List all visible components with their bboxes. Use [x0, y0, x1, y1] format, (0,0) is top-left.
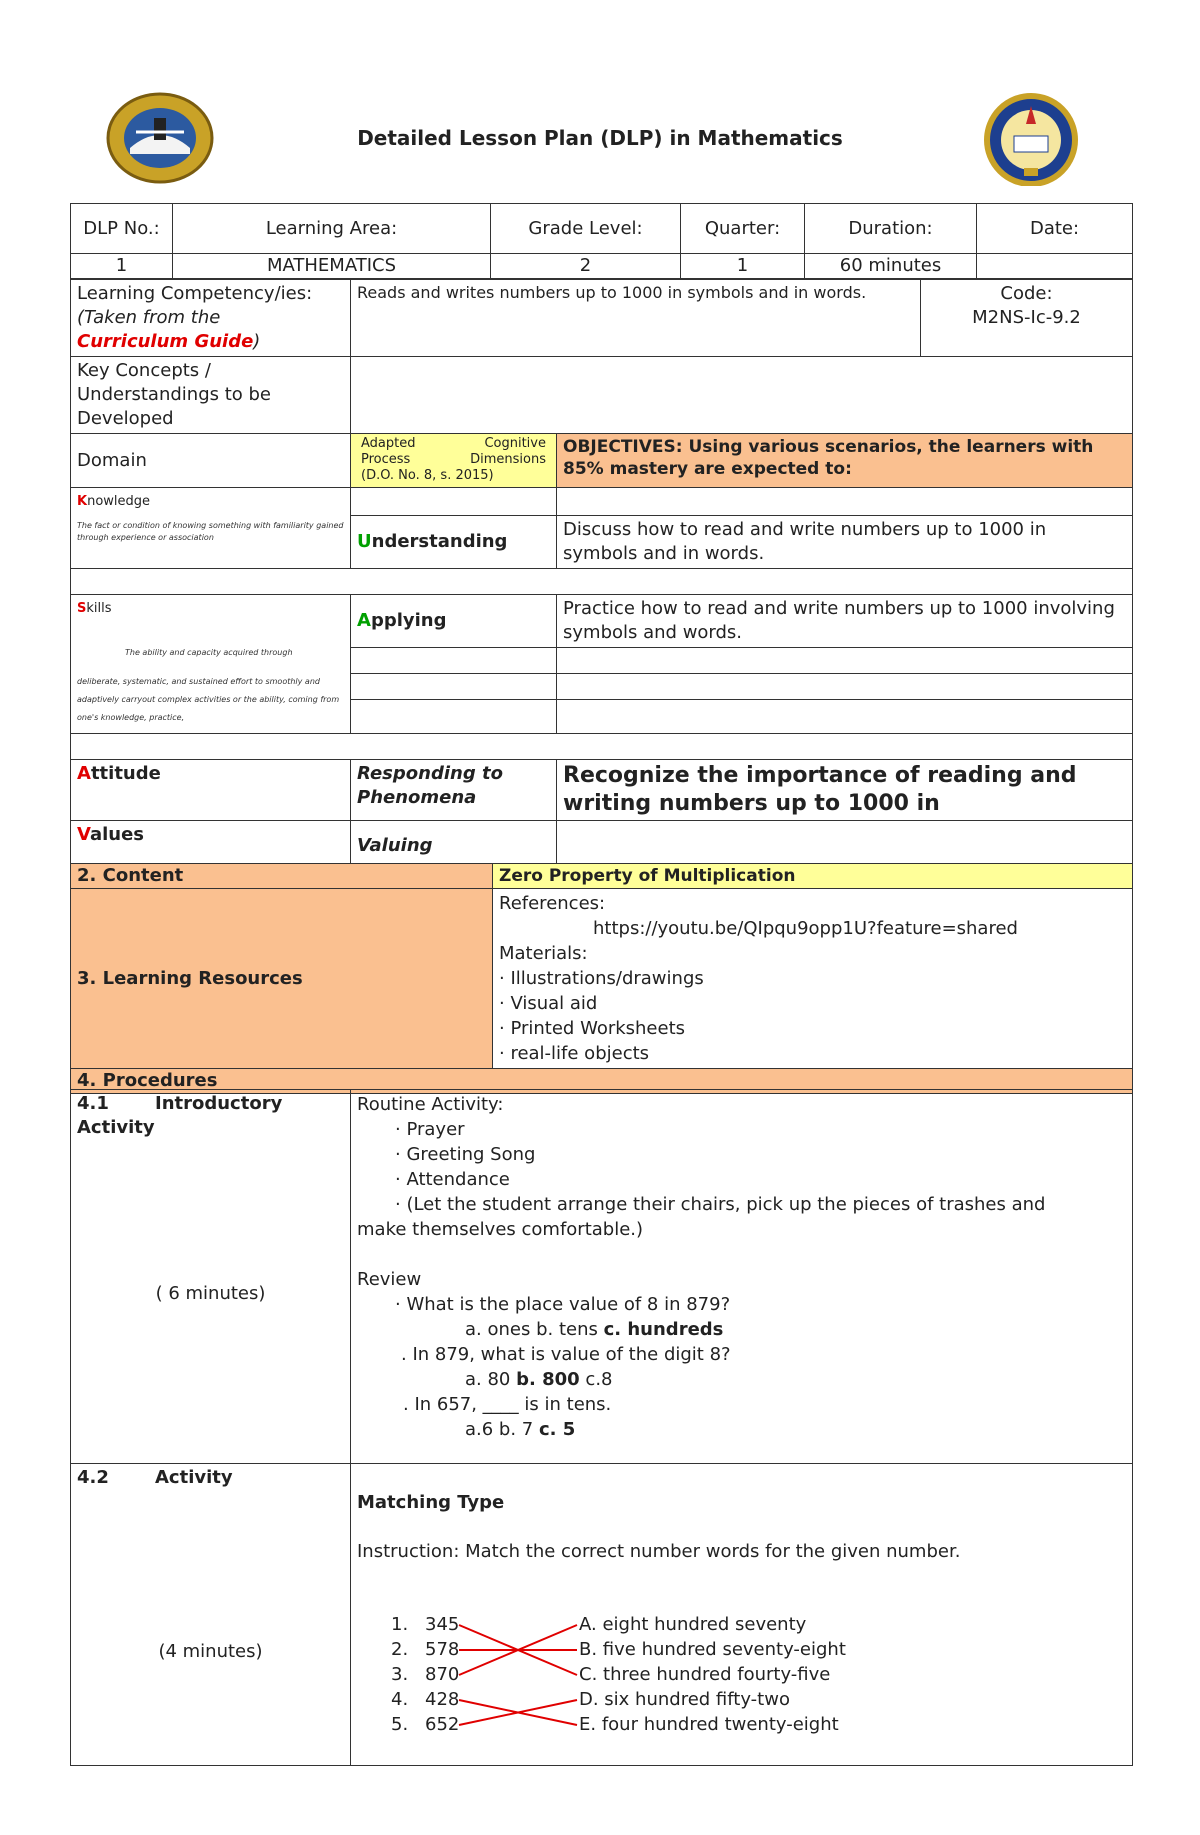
review-question-3: . In 657, ____ is in tens.	[403, 1394, 612, 1415]
intro-activity-cell	[71, 1090, 351, 1464]
matching-list	[357, 1612, 1126, 1742]
matching-row	[357, 1662, 1057, 1687]
intro-number: 4.1	[77, 1093, 109, 1114]
spacer-row	[71, 734, 1133, 760]
matching-row	[357, 1687, 1057, 1712]
close-paren: )	[253, 331, 261, 352]
valuing-label: Valuing	[351, 821, 557, 871]
procedures-label: 4. Procedures	[71, 1069, 1133, 1094]
responding-label: Responding to Phenomena	[351, 760, 557, 821]
dlp-no-label: DLP No.:	[71, 204, 173, 254]
review-question-1: · What is the place value of 8 in 879?	[395, 1294, 731, 1315]
taken-from-text: (Taken from the	[77, 307, 221, 328]
date-label: Date:	[977, 204, 1133, 254]
empty-cell	[351, 488, 557, 516]
domain-label: Domain	[71, 434, 351, 488]
cognitive-dimension-header	[351, 434, 557, 488]
matching-row	[357, 1637, 1057, 1662]
review-q2-option-a: a. 80	[465, 1369, 511, 1390]
activity-cell	[71, 1464, 351, 1766]
routine-label: Routine Activity:	[357, 1094, 504, 1115]
key-concepts-value	[351, 357, 1133, 434]
applying-initial: A	[357, 610, 371, 631]
review-q3-options: a.6 b. 7	[465, 1419, 534, 1440]
matching-item-number: 2.	[391, 1639, 409, 1660]
quarter-label: Quarter:	[681, 204, 805, 254]
process-word: Process	[361, 452, 411, 467]
knowledge-label: nowledge	[87, 494, 151, 509]
procedures-table	[70, 1089, 1133, 1766]
spacer-row	[71, 569, 1133, 595]
competency-text: Reads and writes numbers up to 1000 in symbols and in words.	[351, 280, 921, 357]
matching-item-number: 3.	[391, 1664, 409, 1685]
matching-item-value: 652	[425, 1714, 460, 1735]
key-concepts-label: Key Concepts / Understandings to be Developed	[71, 357, 351, 434]
review-q1-options: a. ones b. tens	[465, 1319, 598, 1340]
grade-level-label: Grade Level:	[491, 204, 681, 254]
matching-item-value: 578	[425, 1639, 460, 1660]
curriculum-guide-link: Curriculum Guide	[77, 331, 254, 352]
values-initial: V	[77, 824, 90, 845]
attitude-label: ttitude	[90, 763, 161, 784]
understanding-initial: U	[357, 531, 372, 552]
duration-label: Duration:	[805, 204, 977, 254]
values-label: alues	[89, 824, 145, 845]
matching-answer: E. four hundred twenty-eight	[579, 1714, 839, 1735]
knowledge-desc: The fact or condition of knowing something with familiarity gained through experience or association	[77, 521, 344, 542]
material-item: · Visual aid	[499, 993, 598, 1014]
matching-item-value: 345	[425, 1614, 460, 1635]
skills-cell	[71, 595, 351, 734]
matching-cell	[351, 1464, 1133, 1766]
attitude-objective: Recognize the importance of reading and writing numbers up to 1000 in	[557, 760, 1133, 821]
matching-item-number: 1.	[391, 1614, 409, 1635]
understanding-label: nderstanding	[371, 531, 508, 552]
empty-cell	[557, 488, 1133, 516]
matching-type-label: Matching Type	[357, 1492, 505, 1513]
skills-desc-1: The ability and capacity acquired through	[125, 648, 293, 657]
matching-item-value: 428	[425, 1689, 460, 1710]
activity-duration: (4 minutes)	[158, 1641, 263, 1662]
matching-item-number: 4.	[391, 1689, 409, 1710]
matching-item-value: 870	[425, 1664, 460, 1685]
skills-initial: S	[77, 601, 87, 616]
material-item: · Illustrations/drawings	[499, 968, 704, 989]
learning-resources-label: 3. Learning Resources	[71, 889, 493, 1069]
matching-item-number: 5.	[391, 1714, 409, 1735]
skills-label: kills	[86, 601, 112, 616]
adapted-word: Adapted	[361, 436, 416, 451]
review-q1-answer: c. hundreds	[603, 1319, 724, 1340]
intro-title-2: Activity	[77, 1117, 155, 1138]
activity-number: 4.2	[77, 1467, 109, 1488]
grade-level-value: 2	[491, 254, 681, 279]
matching-row	[357, 1712, 1057, 1737]
routine-item-cont: make themselves comfortable.)	[357, 1219, 644, 1240]
competency-label: Learning Competency/ies:	[77, 283, 313, 304]
knowledge-cell	[71, 488, 351, 569]
applying-objective: Practice how to read and write numbers up to 1000 involving symbols and words.	[557, 595, 1133, 648]
do-number: (D.O. No. 8, s. 2015)	[361, 468, 494, 483]
routine-item: · (Let the student arrange their chairs, pick up the pieces of trashes and	[395, 1194, 1046, 1215]
review-q2-option-c: c.8	[585, 1369, 613, 1390]
review-label: Review	[357, 1269, 422, 1290]
content-table	[70, 863, 1133, 1094]
matching-answer: D. six hundred fifty-two	[579, 1689, 790, 1710]
matching-row	[357, 1612, 1057, 1637]
dimensions-word: Dimensions	[470, 452, 546, 467]
routine-item: · Attendance	[395, 1169, 510, 1190]
learning-area-value: MATHEMATICS	[173, 254, 491, 279]
lesson-table	[70, 279, 1133, 871]
date-value	[977, 254, 1133, 279]
routine-item: · Prayer	[395, 1119, 465, 1140]
code-value: M2NS-Ic-9.2	[972, 307, 1081, 328]
empty-cell	[351, 674, 557, 700]
cognitive-word: Cognitive	[484, 436, 546, 451]
activity-title: Activity	[155, 1467, 233, 1488]
reference-url: https://youtu.be/QIpqu9opp1U?feature=shared	[593, 918, 1018, 939]
routine-item: · Greeting Song	[395, 1144, 536, 1165]
understanding-objective: Discuss how to read and write numbers up to 1000 in symbols and in words.	[557, 516, 1133, 569]
skills-desc-2: deliberate, systematic, and sustained effort to smoothly and adaptively carryout complex activities or the ability, coming from one's knowledge, practice,	[77, 677, 340, 722]
materials-label: Materials:	[499, 943, 588, 964]
content-value: Zero Property of Multiplication	[493, 864, 1133, 889]
matching-answer: C. three hundred fourty-five	[579, 1664, 831, 1685]
empty-cell	[557, 700, 1133, 734]
review-q2-answer: b. 800	[516, 1369, 580, 1390]
matching-answer: B. five hundred seventy-eight	[579, 1639, 846, 1660]
material-item: · real-life objects	[499, 1043, 650, 1064]
objectives-header: OBJECTIVES: Using various scenarios, the learners with 85% mastery are expected to:	[557, 434, 1133, 488]
duration-value: 60 minutes	[805, 254, 977, 279]
content-label: 2. Content	[71, 864, 493, 889]
dlp-no-value: 1	[71, 254, 173, 279]
intro-title-1: Introductory	[155, 1093, 283, 1114]
empty-cell	[351, 700, 557, 734]
matching-instruction: Instruction: Match the correct number words for the given number.	[357, 1541, 961, 1562]
applying-label: pplying	[370, 610, 447, 631]
code-label: Code:	[1000, 283, 1053, 304]
competency-cell	[71, 280, 351, 357]
learning-area-label: Learning Area:	[173, 204, 491, 254]
intro-duration: ( 6 minutes)	[155, 1283, 266, 1304]
review-q3-answer: c. 5	[538, 1419, 576, 1440]
page-title: Detailed Lesson Plan (DLP) in Mathematics	[357, 126, 843, 150]
empty-cell	[557, 674, 1133, 700]
empty-cell	[557, 648, 1133, 674]
material-item: · Printed Worksheets	[499, 1018, 686, 1039]
references-label: References:	[499, 893, 606, 914]
header-table	[70, 203, 1133, 279]
review-question-2: . In 879, what is value of the digit 8?	[401, 1344, 731, 1365]
matching-answer: A. eight hundred seventy	[579, 1614, 807, 1635]
empty-cell	[351, 648, 557, 674]
quarter-value: 1	[681, 254, 805, 279]
knowledge-initial: K	[77, 494, 88, 509]
attitude-initial: A	[77, 763, 91, 784]
